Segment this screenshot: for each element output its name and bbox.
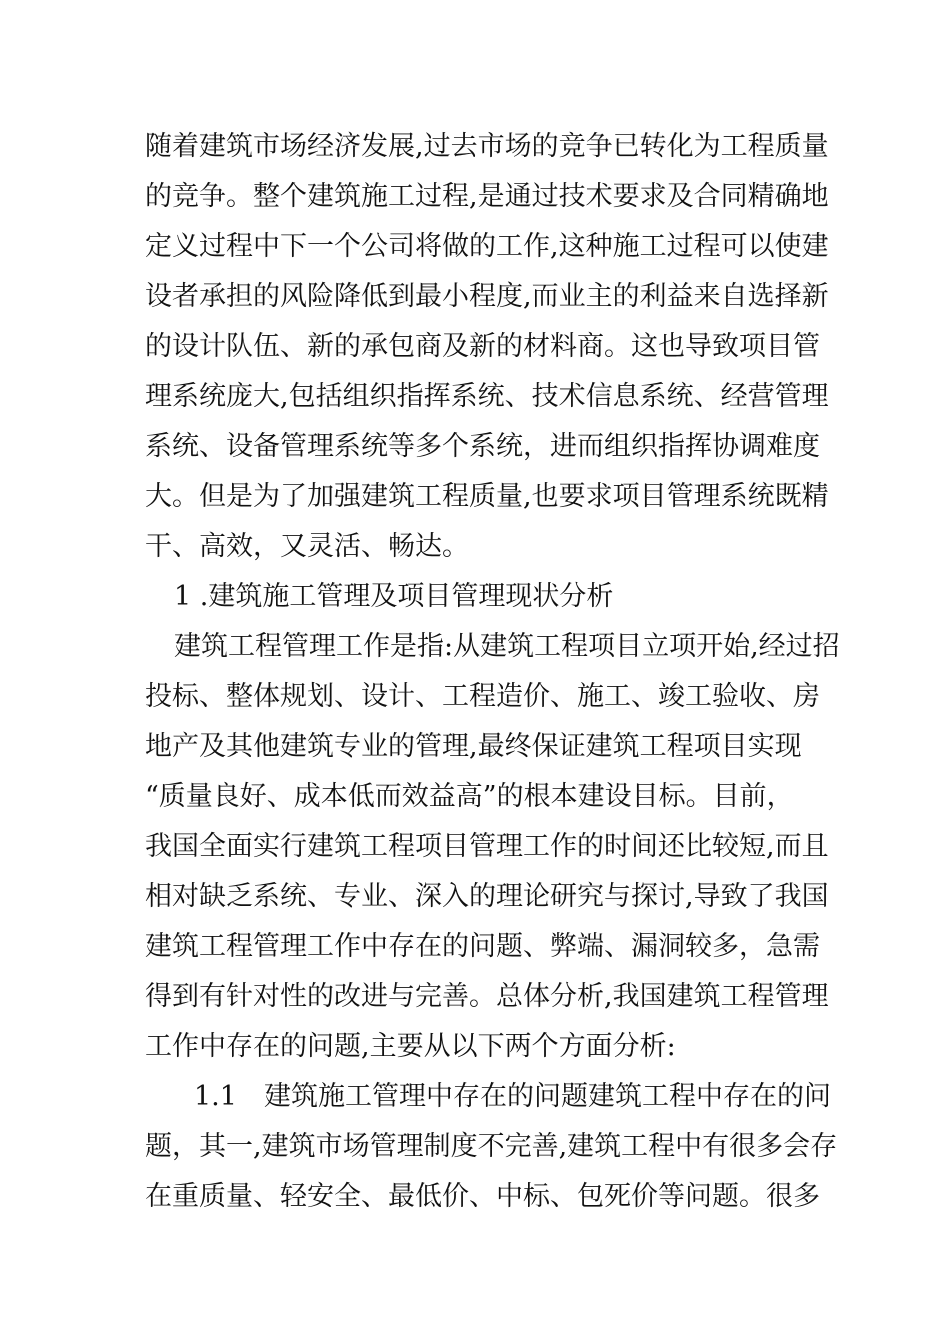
text-line-13: 地产及其他建筑专业的管理,最终保证建筑工程项目实现 — [145, 731, 802, 762]
text-line-6: 理系统庞大,包括组织指挥系统、技术信息系统、经营管理 — [145, 381, 829, 412]
text-line-21: 题，其一,建筑市场管理制度不完善,建筑工程中有很多会存 — [145, 1131, 838, 1162]
text-line-3: 定义过程中下一个公司将做的工作,这种施工过程可以使建 — [145, 231, 829, 262]
text-line-5: 的设计队伍、新的承包商及新的材料商。这也导致项目管 — [145, 331, 820, 362]
text-line-8: 大。但是为了加强建筑工程质量,也要求项目管理系统既精 — [145, 481, 829, 512]
text-line-19: 工作中存在的问题,主要从以下两个方面分析: — [145, 1031, 676, 1062]
text-line-2: 的竞争。整个建筑施工过程,是通过技术要求及合同精确地 — [145, 181, 829, 212]
subsection-line: 1.1 建筑施工管理中存在的问题建筑工程中存在的问 — [194, 1081, 831, 1112]
text-line-11: 建筑工程管理工作是指:从建筑工程项目立项开始,经过招 — [174, 631, 840, 662]
text-line-22: 在重质量、轻安全、最低价、中标、包死价等问题。很多 — [145, 1181, 820, 1212]
text-line-12: 投标、整体规划、设计、工程造价、施工、竣工验收、房 — [145, 681, 820, 712]
text-line-14: “质量良好、成本低而效益高”的根本建设目标。目前， — [145, 781, 794, 812]
text-line-18: 得到有针对性的改进与完善。总体分析,我国建筑工程管理 — [145, 981, 829, 1012]
text-line-16: 相对缺乏系统、专业、深入的理论研究与探讨,导致了我国 — [145, 881, 829, 912]
text-line-1: 随着建筑市场经济发展,过去市场的竞争已转化为工程质量 — [145, 131, 829, 162]
section-heading: 1 .建筑施工管理及项目管理现状分析 — [174, 581, 614, 612]
text-line-7: 系统、设备管理系统等多个系统，进而组织指挥协调难度 — [145, 431, 820, 462]
text-line-17: 建筑工程管理工作中存在的问题、弊端、漏洞较多，急需 — [145, 931, 820, 962]
text-line-9: 干、高效，又灵活、畅达。 — [145, 531, 469, 562]
text-line-4: 设者承担的风险降低到最小程度,而业主的利益来自选择新 — [145, 281, 829, 312]
text-line-15: 我国全面实行建筑工程项目管理工作的时间还比较短,而且 — [145, 831, 829, 862]
